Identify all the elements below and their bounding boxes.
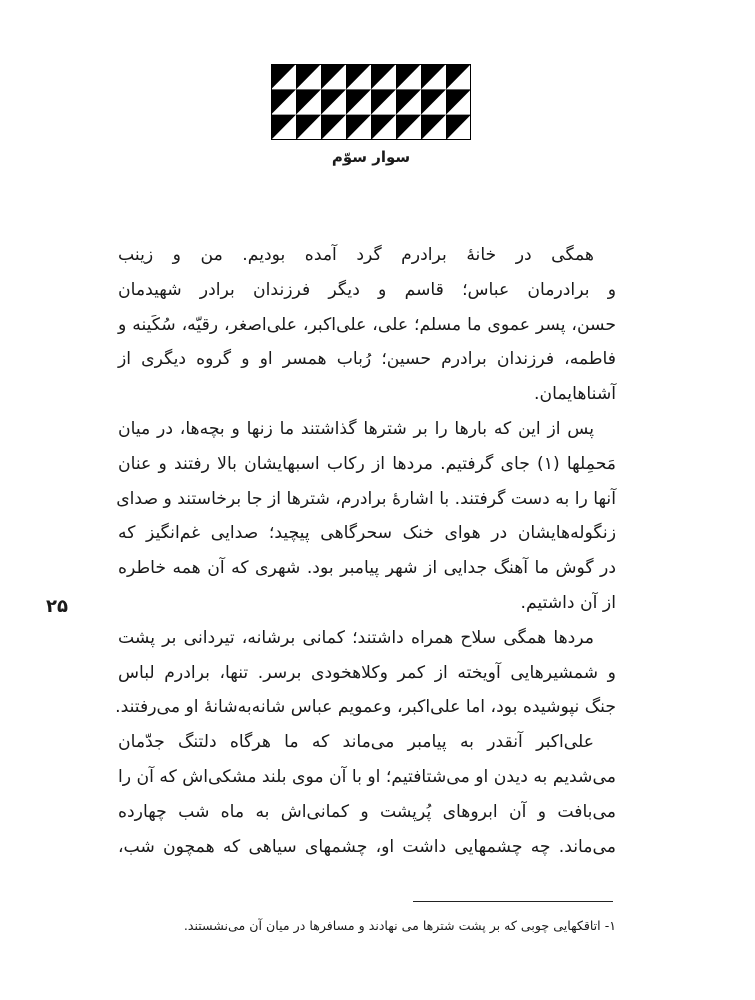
footnote-divider	[413, 901, 613, 902]
ornament-triangle	[296, 64, 321, 89]
text-line: آشناهایمان.	[534, 384, 616, 405]
text-line: می‌ماند. چه چشمهایی داشت او، چشمهای سیاهی که همچون شب،	[118, 836, 616, 857]
chapter-title: سوار سوّم	[331, 148, 411, 166]
ornament-triangle	[321, 115, 346, 140]
ornament-triangle	[396, 64, 421, 89]
page-number: ۲۵	[46, 596, 68, 617]
footnote: ۱- اتاقکهایی چوبی که بر پشت شترها می نهادند و مسافرها در میان آن می‌نشستند.	[183, 918, 616, 933]
ornament-triangle	[296, 115, 321, 140]
text-line: علی‌اکبر آنقدر به پیامبر می‌ماند که ما هرگاه دلتنگ جدّمان	[118, 732, 594, 753]
text-line: می‌شدیم به دیدن او می‌شتافتیم؛ او با آن موی بلند مشکی‌اش که آن را	[118, 766, 616, 787]
ornament-triangle	[421, 89, 446, 114]
text-line: می‌بافت و آن ابروهای پُرپشت و کمانی‌اش به ماه شب چهارده	[118, 801, 616, 822]
ornament-triangle	[371, 115, 396, 140]
text-line: مردها همگی سلاح همراه داشتند؛ کمانی برشانه، تیردانی بر پشت	[118, 627, 594, 648]
ornament-triangle	[346, 115, 371, 140]
ornament-triangle	[271, 89, 296, 114]
ornament-triangle	[271, 115, 296, 140]
ornament-triangle	[321, 89, 346, 114]
ornament-triangle	[371, 89, 396, 114]
ornament-triangle	[346, 89, 371, 114]
ornament-triangle	[371, 64, 396, 89]
ornament-triangle	[271, 64, 296, 89]
ornament-triangle	[446, 89, 471, 114]
text-line: همگی در خانهٔ برادرم گرد آمده بودیم. من و زینب	[118, 245, 594, 265]
text-line: و شمشیرهایی آویخته از کمر وکلاهخودی برسر. تنها، برادرم لباس	[118, 662, 616, 683]
ornament-triangle	[421, 115, 446, 140]
ornament-triangle	[296, 89, 321, 114]
text-line: و برادرمان عباس؛ قاسم و دیگر فرزندان برادر شهیدمان	[118, 279, 616, 300]
text-line: مَحمِلها (۱) جای گرفتیم. مردها از رکاب اسبهایشان بالا رفتند و عنان	[118, 453, 616, 474]
ornament-triangle	[321, 64, 346, 89]
text-line: جنگ نپوشیده بود، اما علی‌اکبر، وعمویم عباس شانه‌به‌شانهٔ او می‌رفتند.	[115, 697, 616, 718]
text-line: پس از این که بارها را بر شترها گذاشتند ما زنها و بچه‌ها، در میان	[118, 418, 594, 439]
ornament-triangle	[396, 89, 421, 114]
text-line: آنها را به دست گرفتند. با اشارهٔ برادرم، شترها از جا برخاستند و صدای	[116, 488, 616, 509]
text-line: زنگوله‌هایشان در هوای خنک سحرگاهی پیچید؛ صدایی غم‌انگیز که	[118, 523, 616, 544]
triangle-ornament-icon	[271, 64, 471, 140]
ornament-triangle	[346, 64, 371, 89]
body-text	[115, 238, 616, 864]
ornament-triangle	[446, 115, 471, 140]
ornament-triangle	[421, 64, 446, 89]
ornament-triangle	[446, 64, 471, 89]
text-line: حسن، پسر عموی ما مسلم؛ علی، علی‌اکبر، علی‌اصغر، رقیّه، سُکَینه و	[118, 314, 616, 335]
text-line: در گوش ما آهنگ جدایی از شهر پیامبر بود. شهری که آن همه خاطره	[118, 558, 616, 579]
text-line: فاطمه، فرزندان برادرم حسین؛ رُباب همسر او و گروه دیگری از	[118, 349, 616, 370]
ornament-triangle	[396, 115, 421, 140]
text-line: از آن داشتیم.	[520, 592, 616, 613]
